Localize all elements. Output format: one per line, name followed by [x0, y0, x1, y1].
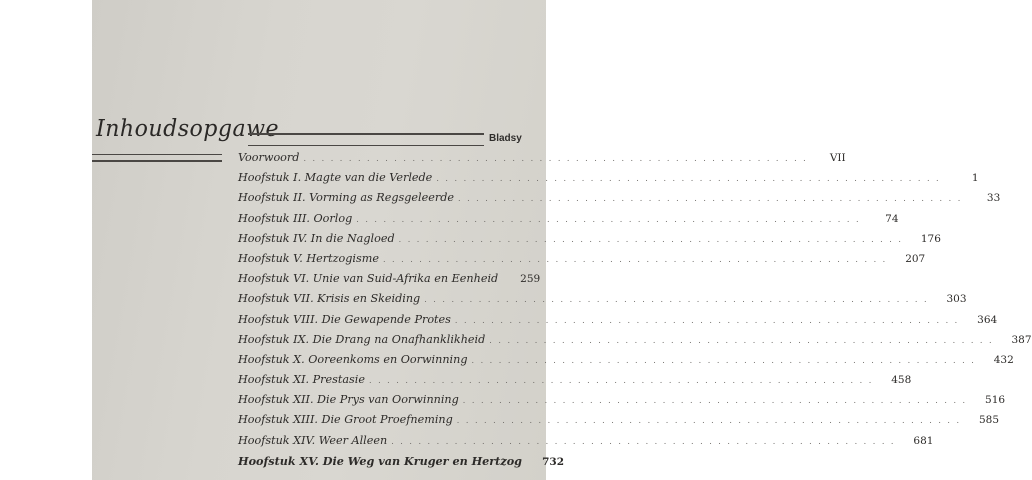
- toc-entry-label: Hoofstuk XIII. Die Groot Proefneming: [238, 413, 453, 427]
- title-rule-right: [248, 133, 484, 146]
- leader-dots: [424, 295, 928, 304]
- toc-entry-label: Hoofstuk IX. Die Drang na Onafhanklikheid: [238, 332, 486, 346]
- toc-entry-page: VII: [829, 152, 846, 164]
- toc-entry-label: Hoofstuk VI. Unie van Suid-Afrika en Eenheid: [238, 272, 499, 286]
- toc-entry: [238, 352, 1014, 373]
- toc-entry-page: 732: [542, 455, 564, 468]
- toc-entry-page: 458: [891, 374, 912, 387]
- toc-entry-page: 681: [913, 434, 934, 447]
- toc-entry-label: Hoofstuk VIII. Die Gewapende Protes: [238, 312, 451, 326]
- toc-entry-label: Hoofstuk XV. Die Weg van Kruger en Hertzog: [238, 453, 522, 468]
- toc-entry-page: 303: [946, 293, 967, 306]
- toc-entry-label: Hoofstuk I. Magte van die Verlede: [238, 171, 433, 185]
- toc-entry: [238, 413, 1000, 433]
- toc-entry-page: 387: [1011, 333, 1032, 346]
- toc-entry: [238, 433, 934, 454]
- toc-entry: [238, 211, 899, 232]
- toc-entry-page: 207: [905, 252, 926, 265]
- toc-title: Inhoudsopgawe: [96, 116, 280, 142]
- toc-entry: [238, 312, 998, 333]
- leader-dots: [458, 194, 962, 203]
- toc-entry-page: 259: [520, 273, 541, 286]
- toc-entry-page: 432: [993, 353, 1014, 366]
- toc-entry-label: Hoofstuk X. Ooreenkoms en Oorwinning: [238, 352, 468, 366]
- leader-dots: [383, 255, 887, 264]
- leader-dots: [369, 376, 873, 385]
- toc-entry-label: Hoofstuk XII. Die Prys van Oorwinning: [238, 393, 459, 407]
- leader-dots: [457, 416, 961, 425]
- leader-dots: [472, 356, 976, 365]
- toc-entry-page: 1: [971, 172, 979, 185]
- toc-entry: [238, 171, 979, 191]
- toc-entry-page: 585: [979, 414, 1000, 427]
- leader-dots: [399, 235, 903, 244]
- toc-entry-page: 516: [985, 394, 1006, 407]
- toc-entry-page: 176: [920, 232, 941, 245]
- leader-dots: [303, 154, 807, 163]
- toc-entry-label: Hoofstuk VII. Krisis en Skeiding: [238, 292, 421, 306]
- toc-entry: [238, 191, 1001, 211]
- leader-dots: [455, 316, 959, 325]
- toc-entry-page: 33: [986, 192, 1001, 205]
- toc-entry-page: 364: [977, 313, 998, 326]
- leader-dots: [356, 215, 860, 224]
- toc-entry: [238, 453, 564, 474]
- toc-entry: [238, 272, 541, 292]
- toc-entry: [238, 373, 912, 393]
- toc-entry: [238, 231, 941, 252]
- leader-dots: [436, 174, 940, 183]
- toc-entry-label: Hoofstuk II. Vorming as Regsgeleerde: [238, 191, 454, 205]
- toc-entry-label: Hoofstuk XI. Prestasie: [238, 373, 365, 387]
- toc-entry: [238, 393, 1006, 413]
- toc-entry-label: Hoofstuk XIV. Weer Alleen: [238, 433, 388, 447]
- toc-entry-label: Hoofstuk III. Oorlog: [238, 211, 353, 225]
- leader-dots: [489, 336, 993, 345]
- toc-entry-label: Hoofstuk IV. In die Nagloed: [238, 231, 395, 245]
- toc-entry: [238, 151, 846, 171]
- toc-entry-page: 74: [885, 212, 899, 225]
- toc-list: [238, 151, 1032, 474]
- toc-entry-label: Hoofstuk V. Hertzogisme: [238, 251, 379, 265]
- page-column-header: Bladsy: [489, 133, 522, 144]
- leader-dots: [391, 437, 895, 446]
- title-rule-left: [92, 154, 222, 162]
- toc-entry: [238, 332, 1032, 353]
- toc-entry: [238, 251, 926, 272]
- book-page: [92, 0, 1032, 480]
- toc-entry: [238, 292, 967, 312]
- toc-entry-label: Voorwoord: [238, 151, 300, 164]
- leader-dots: [463, 396, 967, 405]
